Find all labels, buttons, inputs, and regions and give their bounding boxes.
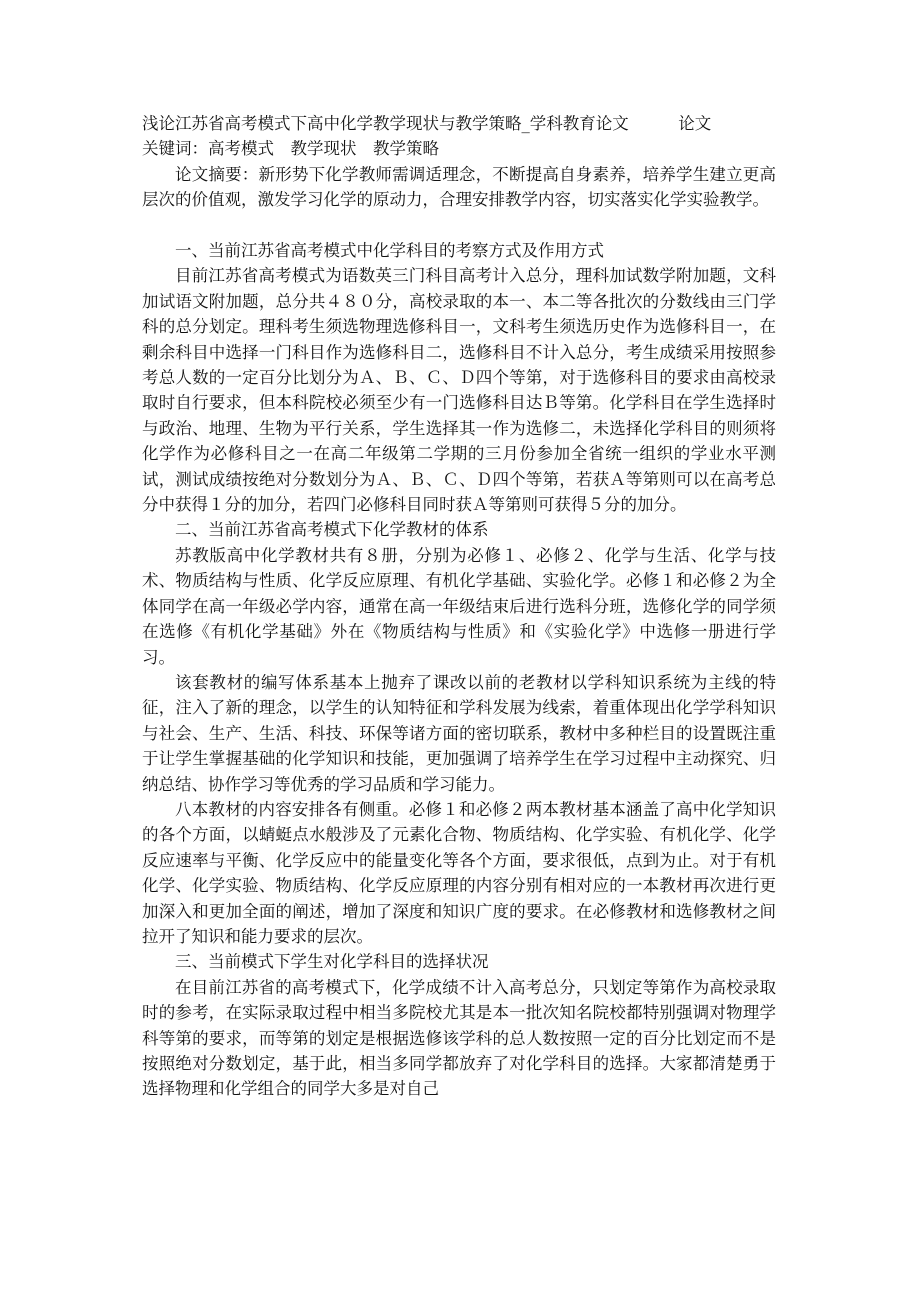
section2-paragraph-3: 八本教材的内容安排各有侧重。必修１和必修２两本教材基本涵盖了高中化学知识的各个方面，以蜻蜓点水般涉及了元素化合物、物质结构、化学实验、有机化学、化学反应速率与平衡、化学反应中的能量变化等各个方面，要求很低，点到为止。对于有机化学、化学实验、物质结构、化学反应原理的内容分别有相对应的一本教材再次进行更加深入和更加全面的阐述，增加了深度和知识广度的要求。在必修教材和选修教材之间拉开了知识和能力要求的层次。 xyxy=(142,799,776,946)
section3-paragraph-1: 在目前江苏省的高考模式下，化学成绩不计入高考总分，只划定等第作为高校录取时的参考，在实际录取过程中相当多院校尤其是本一批次知名院校都特别强调对物理学科等第的要求，而等第的划定是根据选修该学科的总人数按照一定的百分比划定而不是按照绝对分数划定，基于此，相当多同学都放弃了对化学科目的选择。大家都清楚勇于选择物理和化学组合的同学大多是对自己 xyxy=(142,977,776,1099)
section-heading-3: 三、当前模式下学生对化学科目的选择状况 xyxy=(175,952,489,972)
section-heading-2: 二、当前江苏省高考模式下化学教材的体系 xyxy=(175,520,489,540)
abstract-paragraph: 论文摘要：新形势下化学教师需调适理念，不断提高自身素养，培养学生建立更高层次的价值观，激发学习化学的原动力，合理安排教学内容，切实落实化学实验教学。 xyxy=(142,164,776,210)
keywords-line: 关键词：高考模式 教学现状 教学策略 xyxy=(142,139,439,159)
section-heading-1: 一、当前江苏省高考模式中化学科目的考察方式及作用方式 xyxy=(175,241,604,261)
section2-paragraph-1: 苏教版高中化学教材共有８册，分别为必修１、必修２、化学与生活、化学与技术、物质结构与性质、化学反应原理、有机化学基础、实验化学。必修１和必修２为全体同学在高一年级必学内容，通常在高一年级结束后进行选科分班，选修化学的同学须在选修《有机化学基础》外在《物质结构与性质》和《实验化学》中选修一册进行学习。 xyxy=(142,545,776,667)
document-body xyxy=(142,111,776,1102)
section2-paragraph-2: 该套教材的编写体系基本上抛弃了课改以前的老教材以学科知识系统为主线的特征，注入了新的理念，以学生的认知特征和学科发展为线索，着重体现出化学学科知识与社会、生产、生活、科技、环保等诸方面的密切联系，教材中多种栏目的设置既注重于让学生掌握基础的化学知识和技能，更加强调了培养学生在学习过程中主动探究、归纳总结、协作学习等优秀的学习品质和学习能力。 xyxy=(142,672,776,794)
document-title: 浅论江苏省高考模式下高中化学教学现状与教学策略_学科教育论文 论文 xyxy=(142,114,712,133)
section1-paragraph-1: 目前江苏省高考模式为语数英三门科目高考计入总分，理科加试数学附加题，文科加试语文附加题，总分共４８０分，高校录取的本一、本二等各批次的分数线由三门学科的总分划定。理科考生须选物理选修科目一，文科考生须选历史作为选修科目一，在剩余科目中选择一门科目作为选修科目二，选修科目不计入总分，考生成绩采用按照参考总人数的一定百分比划分为Ａ、Ｂ、Ｃ、Ｄ四个等第，对于选修科目的要求由高校录取时自行要求，但本科院校必须至少有一门选修科目达Ｂ等第。化学科目在学生选择时与政治、地理、生物为平行关系，学生选择其一作为选修二，未选择化学科目的则须将化学作为必修科目之一在高二年级第二学期的三月份参加全省统一组织的学业水平测试，测试成绩按绝对分数划分为Ａ、Ｂ、Ｃ、Ｄ四个等第，若获Ａ等第则可以在高考总分中获得１分的加分，若四门必修科目同时获Ａ等第则可获得５分的加分。 xyxy=(142,266,776,515)
blank-line xyxy=(142,213,776,238)
